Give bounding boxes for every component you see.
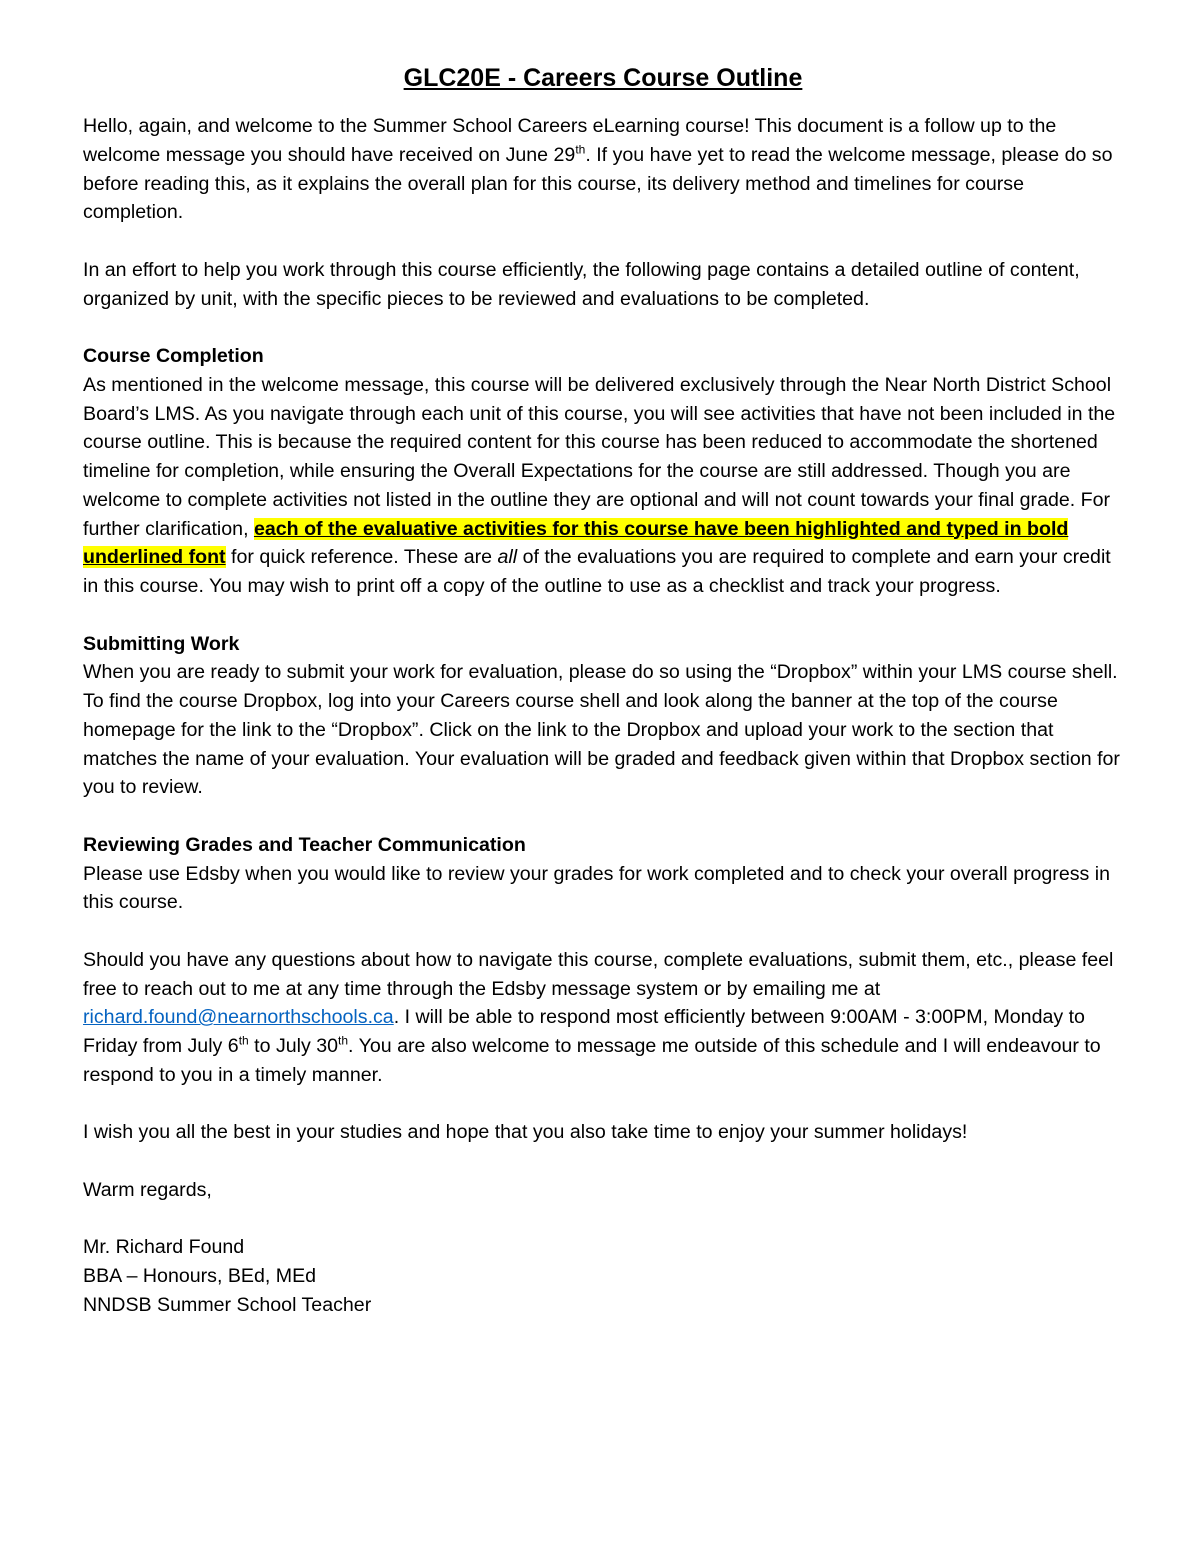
reviewing-grades-heading: Reviewing Grades and Teacher Communication xyxy=(83,833,526,856)
course-completion-text-c: of the evaluations you are required to complete and earn your credit in this course. You may wish to print off a copy of the outline to use as a checklist and track your progress. xyxy=(83,546,1111,597)
course-completion-text-b: for quick reference. These are xyxy=(225,546,498,569)
questions-text-d: . You are also welcome to message me outside of this schedule and I will endeavour to respond to you in a timely manner. xyxy=(83,1035,1101,1086)
submitting-work-paragraph: When you are ready to submit your work for evaluation, please do so using the “Dropbox” within your LMS course shell. To find the course Dropbox, log into your Careers course shell and look along the banner at the top of the course homepage for the link to the “Dropbox”. Click on the link to the Dropbox and upload your work to the section that matches the name of your evaluation. Your evaluation will be graded and feedback given within that Dropbox section for you to review. xyxy=(83,661,1120,799)
questions-text-c: to July 30 xyxy=(248,1035,339,1057)
paragraph-gap xyxy=(83,1205,1123,1234)
course-completion-paragraph xyxy=(83,371,1123,601)
paragraph-gap xyxy=(83,601,1123,630)
intro-paragraph-1 xyxy=(83,112,1123,227)
paragraph-gap xyxy=(83,227,1123,256)
signature-name: Mr. Richard Found xyxy=(83,1236,245,1259)
submitting-work-heading: Submitting Work xyxy=(83,632,240,655)
intro-text-1a: Hello, again, and welcome to the Summer School Careers eLearning course! This document is a follow up to the welcome message you should have received on June 29 xyxy=(83,115,1057,166)
july-6-superscript: th xyxy=(238,1033,249,1048)
paragraph-gap xyxy=(83,917,1123,946)
signoff-text: Warm regards, xyxy=(83,1178,212,1201)
teacher-email-link[interactable]: richard.found@nearnorthschools.ca xyxy=(83,1006,394,1029)
paragraph-gap xyxy=(83,1090,1123,1119)
questions-text-a: Should you have any questions about how to navigate this course, complete evaluations, submit them, etc., please feel free to reach out to me at any time through the Edsby message system or by emailing me at xyxy=(83,948,1114,1000)
intro-text-1b: . If you have yet to read the welcome message, please do so before reading this, as it explains the overall plan for this course, its delivery method and timelines for course completion. xyxy=(83,143,1113,224)
document-title: GLC20E - Careers Course Outline xyxy=(403,64,803,92)
course-completion-text-a: As mentioned in the welcome message, this course will be delivered exclusively through the Near North District School Board’s LMS. As you navigate through each unit of this course, you will see activities that have not been included in the course outline. This is because the required content for this course has been reduced to accommodate the shortened timeline for completion, while ensuring the Overall Expectations for the course are still addressed. Though you are welcome to complete activities not listed in the outline they are optional and will not count towards your final grade. For further clarification, xyxy=(83,373,1116,540)
evaluative-activities-highlight: each of the evaluative activities for this course have been highlighted and typed in bold underlined font xyxy=(83,517,1069,569)
all-emphasis: all xyxy=(497,546,518,569)
paragraph-gap xyxy=(83,313,1123,342)
course-completion-heading: Course Completion xyxy=(83,345,264,367)
document-page xyxy=(83,62,1123,1320)
paragraph-gap xyxy=(83,802,1123,831)
intro-superscript: th xyxy=(575,142,586,157)
questions-text-b: . I will be able to respond most efficiently between 9:00AM - 3:00PM, Monday to Friday from July 6 xyxy=(83,1006,1085,1057)
intro-paragraph-2: In an effort to help you work through this course efficiently, the following page contains a detailed outline of content, organized by unit, with the specific pieces to be reviewed and evaluations to be completed. xyxy=(83,258,1080,310)
reviewing-grades-paragraph: Please use Edsby when you would like to review your grades for work completed and to check your overall progress in this course. xyxy=(83,862,1111,914)
signature-credentials: BBA – Honours, BEd, MEd xyxy=(83,1265,317,1287)
july-30-superscript: th xyxy=(338,1033,349,1048)
questions-paragraph xyxy=(83,946,1123,1090)
closing-paragraph: I wish you all the best in your studies and hope that you also take time to enjoy your summer holidays! xyxy=(83,1121,968,1144)
signature-role: NNDSB Summer School Teacher xyxy=(83,1293,372,1316)
paragraph-gap xyxy=(83,1147,1123,1176)
